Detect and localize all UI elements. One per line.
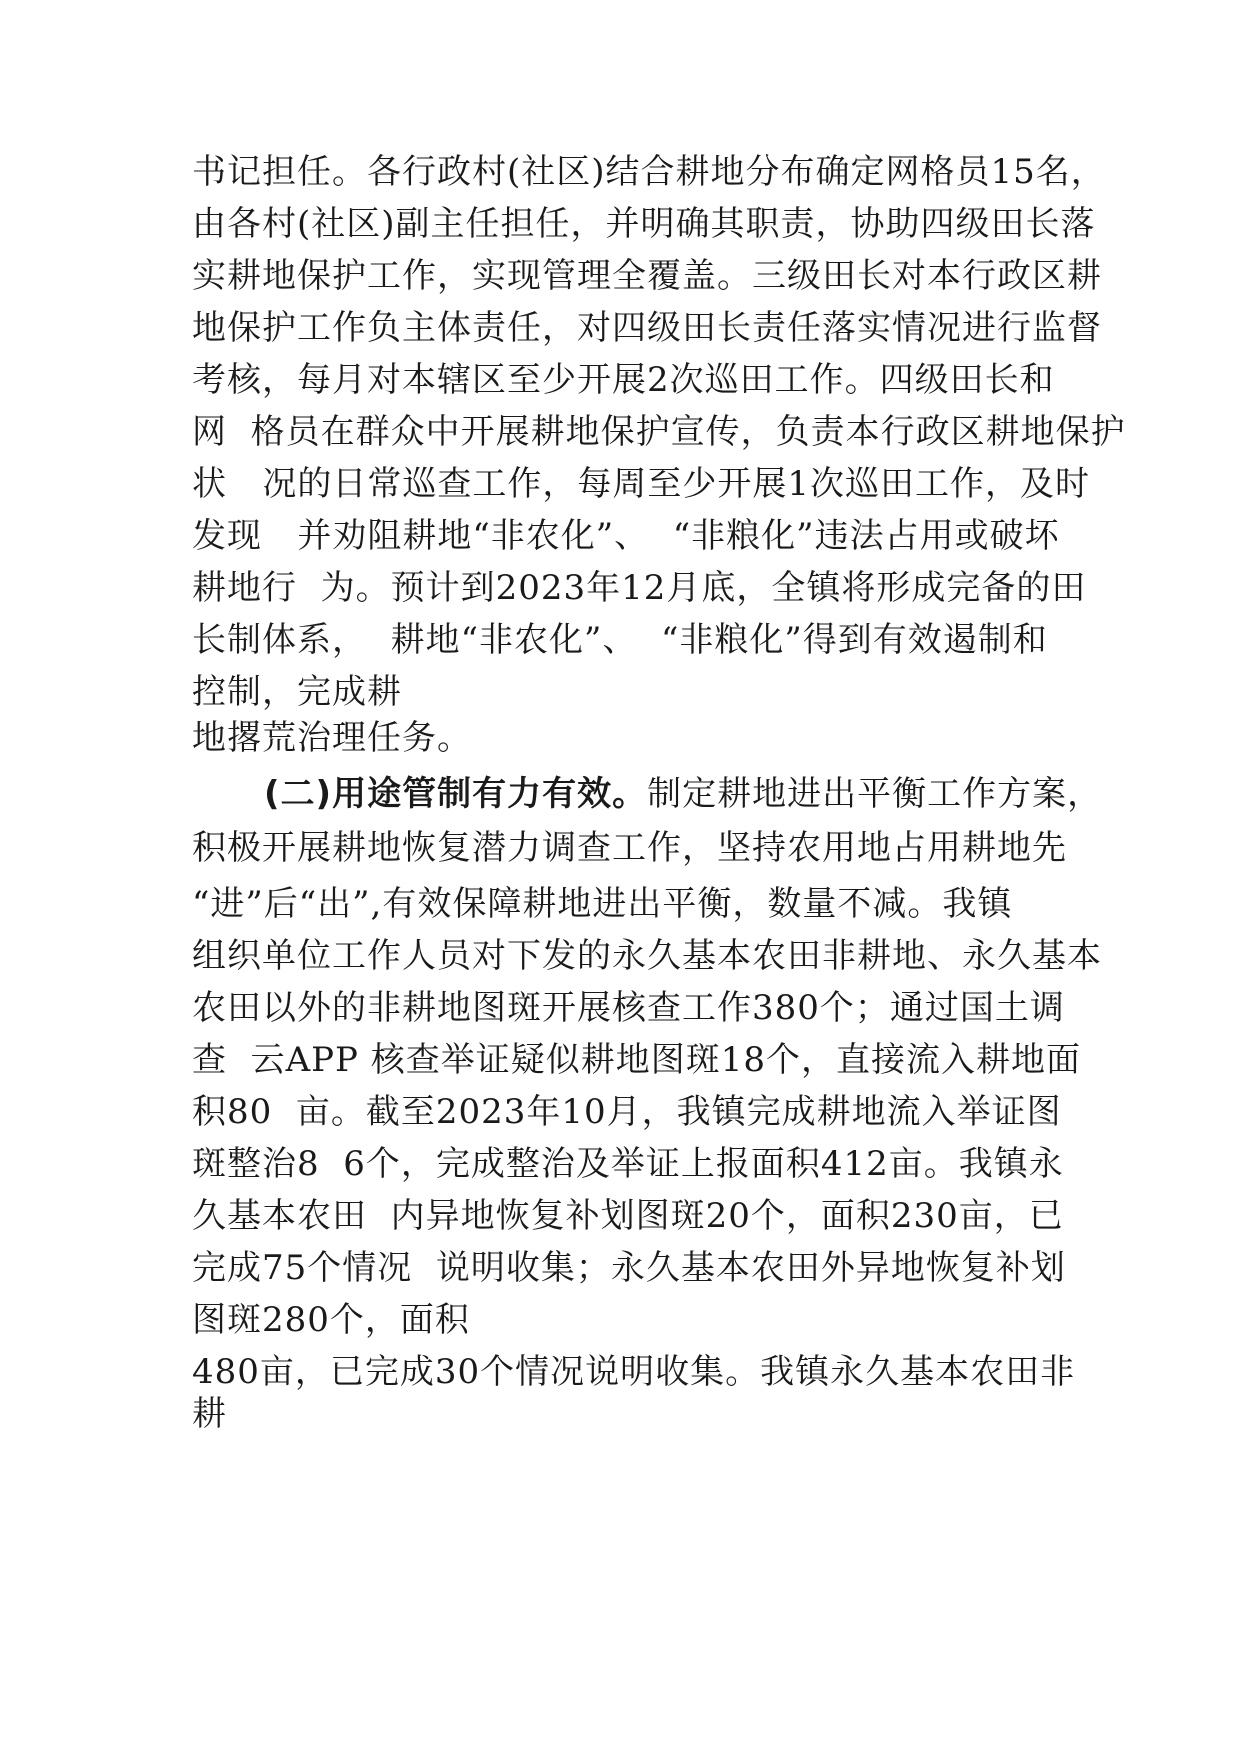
paragraph-line: 积极开展耕地恢复潜力调查工作，坚持农用地占用耕地先 [192, 828, 1067, 868]
paragraph-line: 实耕地保护工作，实现管理全覆盖。三级田长对本行政区耕 [192, 256, 1102, 296]
paragraph-line: 由各村(社区)副主任担任，并明确其职责，协助四级田长落 [192, 204, 1096, 244]
paragraph-line: 地撂荒治理任务。 [192, 718, 472, 758]
paragraph-line: 长制体系， 耕地“非农化”、 “非粮化”得到有效遏制和 [192, 620, 1048, 660]
paragraph-line: 久基本农田 内异地恢复补划图斑20个，面积230亩，已 [192, 1196, 1064, 1236]
paragraph-line: 状 况的日常巡查工作，每周至少开展1次巡田工作，及时 [192, 464, 1091, 504]
paragraph-line: 发现 并劝阻耕地“非农化”、 “非粮化”违法占用或破坏 [192, 516, 1060, 556]
paragraph-first-line [264, 774, 1102, 814]
paragraph-line: 耕 [192, 1394, 227, 1434]
paragraph-line: 农田以外的非耕地图斑开展核查工作380个；通过国土调 [192, 988, 1065, 1028]
paragraph-line: 图斑280个，面积 [192, 1300, 470, 1340]
paragraph-line: 地保护工作负主体责任，对四级田长责任落实情况进行监督 [192, 308, 1102, 348]
paragraph-line: 组织单位工作人员对下发的永久基本农田非耕地、永久基本 [192, 936, 1102, 976]
paragraph-line: 积80 亩。截至2023年10月，我镇完成耕地流入举证图 [192, 1092, 1062, 1132]
paragraph-line: 考核，每月对本辖区至少开展2次巡田工作。四级田长和 [192, 360, 1055, 400]
paragraph-line: 书记担任。各行政村(社区)结合耕地分布确定网格员15名， [192, 152, 1106, 192]
paragraph-line: 控制，完成耕 [192, 672, 402, 712]
paragraph-line: 网 格员在群众中开展耕地保护宣传，负责本行政区耕地保护 [192, 412, 1126, 452]
heading-line-rest: 制定耕地进出平衡工作方案， [647, 774, 1103, 814]
paragraph-line: 耕地行 为。预计到2023年12月底，全镇将形成完备的田 [192, 568, 1087, 608]
paragraph-line: 斑整治8 6个，完成整治及举证上报面积412亩。我镇永 [192, 1144, 1064, 1184]
paragraph-line: 查 云APP 核查举证疑似耕地图斑18个，直接流入耕地面 [192, 1040, 1081, 1080]
paragraph-line: “进”后“出”,有效保障耕地进出平衡，数量不减。我镇 [192, 884, 1013, 924]
paragraph-line: 480亩，已完成30个情况说明收集。我镇永久基本农田非 [192, 1352, 1076, 1392]
section-heading: (二)用途管制有力有效。 [264, 774, 648, 814]
paragraph-line: 完成75个情况 说明收集；永久基本农田外异地恢复补划 [192, 1248, 1066, 1288]
